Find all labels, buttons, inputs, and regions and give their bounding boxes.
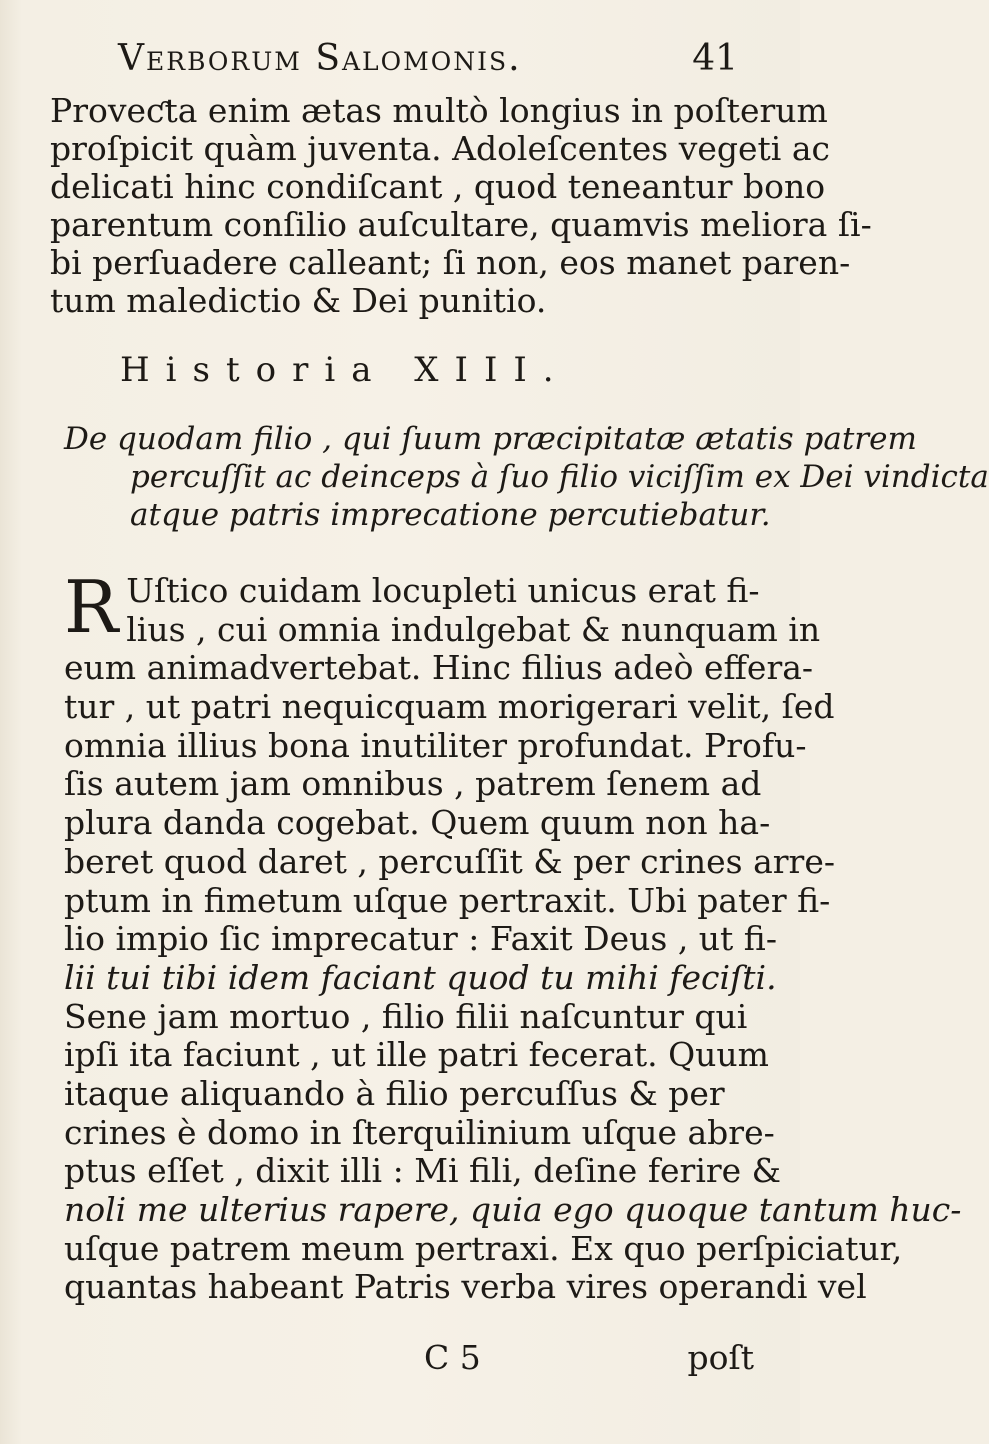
section-heading: Historia XIII. [120,350,570,390]
body-line: quantas habeant Patris verba vires operandi vel [64,1267,867,1307]
page-footer [64,1338,764,1378]
body-line: lius , cui omnia indulgebat & nunquam in [126,609,821,649]
body-line: tur , ut patri nequicquam morigerari velit, ſed [64,687,835,727]
text-line: Proveƈta enim ætas multò longius in poſterum [50,91,828,130]
text-line: delicati hinc condiſcant , quod teneantur bono [50,167,826,206]
signature-mark: C 5 [424,1338,481,1377]
summary-line: percuſſit ac deinceps à ſuo filio viciſſim ex Dei vindicta [130,459,989,495]
body-line: Uſtico cuidam locupleti unicus erat fi- [126,571,760,610]
catchword: poſt [687,1338,754,1377]
body-line: itaque aliquando à filio percuſſus & per [64,1073,725,1113]
body-line-quote: noli me ulterius rapere, quia ego quoque tantum huc- [64,1190,962,1229]
body-line: uſque patrem meum pertraxi. Ex quo perſpiciatur, [64,1228,903,1268]
summary-line: atque patris imprecatione percutiebatur. [130,497,771,533]
body-line: Sene jam mortuo , filio filii naſcuntur qui [64,996,748,1036]
body-line: eum animadvertebat. Hinc filius adeò effera- [64,648,814,688]
body-line: crines è domo in ſterquilinium uſque abre- [64,1112,775,1152]
section-body [64,565,962,1307]
section-summary [64,420,989,534]
body-line: plura danda cogebat. Quem quum non ha- [64,803,771,843]
summary-line: De quodam filio , qui ſuum præcipitatæ ætatis patrem [64,421,917,457]
body-line: beret quod daret , percuſſit & per crines arre- [64,841,836,881]
body-line: omnia illius bona inutiliter profundat. Profu- [64,725,807,765]
body-line: ptum in fimetum uſque pertraxit. Ubi pater fi- [64,880,831,920]
paragraph-continued [50,91,872,320]
running-head [118,38,738,88]
text-line: parentum conſilio auſcultare, quamvis meliora ſi- [50,205,872,244]
page-number: 41 [692,38,738,79]
body-line: lio impio ſic imprecatur : Faxit Deus , ut fi- [64,919,777,959]
body-line-quote: lii tui tibi idem faciant quod tu mihi feciſti. [64,957,777,997]
text-line: bi perſuadere calleant; ſi non, eos manet paren- [50,243,851,282]
text-line: proſpicit quàm juventa. Adoleſcentes vegeti ac [50,129,830,168]
body-line: ipſi ita faciunt , ut ille patri fecerat. Quum [64,1035,769,1075]
body-line: ptus eſſet , dixit illi : Mi fili, deſine ferire & [64,1151,782,1191]
text-line: tum maledictio & Dei punitio. [50,281,547,320]
body-line: ſis autem jam omnibus , patrem ſenem ad [64,764,762,804]
drop-cap: R [64,565,119,649]
running-title: Verborum Salomonis. [118,38,522,79]
